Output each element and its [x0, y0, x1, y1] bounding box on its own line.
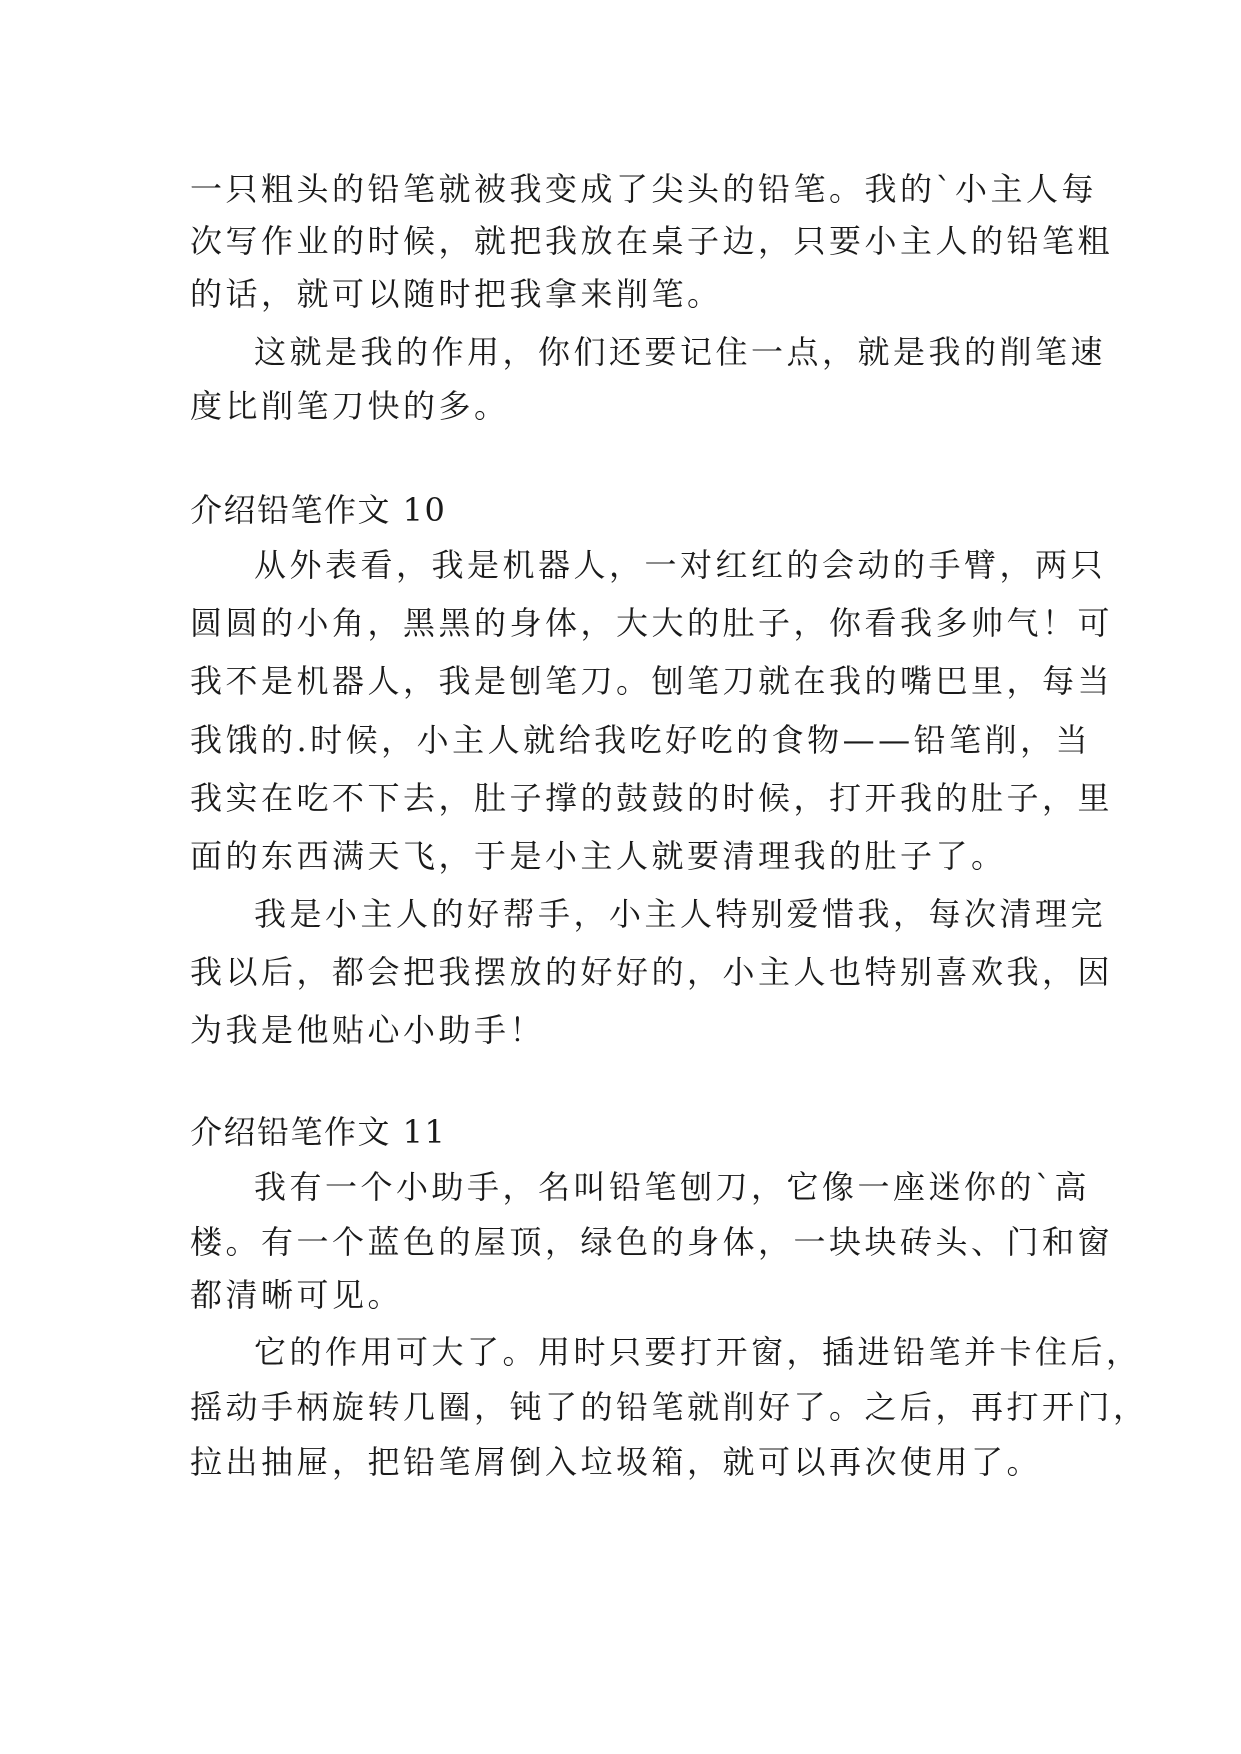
- text-line: 圆圆的小角，黑黑的身体，大大的肚子，你看我多帅气！可: [190, 604, 1114, 642]
- paragraph-start-line: 这就是我的作用，你们还要记住一点，就是我的削笔速: [254, 333, 1107, 371]
- text-line: 一只粗头的铅笔就被我变成了尖头的铅笔。我的`小主人每: [190, 170, 1098, 208]
- text-line: 我不是机器人，我是刨笔刀。刨笔刀就在我的嘴巴里，每当: [190, 662, 1114, 700]
- text-line: 为我是他贴心小助手！: [190, 1011, 546, 1049]
- text-line: 我以后，都会把我摆放的好好的，小主人也特别喜欢我，因: [190, 953, 1114, 991]
- text-line: 次写作业的时候，就把我放在桌子边，只要小主人的铅笔粗: [190, 222, 1114, 260]
- paragraph-start-line: 从外表看，我是机器人，一对红红的会动的手臂，两只: [254, 546, 1107, 584]
- text-line: 我实在吃不下去，肚子撑的鼓鼓的时候，打开我的肚子，里: [190, 779, 1114, 817]
- text-line: 都清晰可见。: [190, 1276, 404, 1314]
- paragraph-start-line: 我有一个小助手，名叫铅笔刨刀，它像一座迷你的`高: [254, 1168, 1091, 1206]
- text-line: 摇动手柄旋转几圈，钝了的铅笔就削好了。之后，再打开门，: [190, 1388, 1149, 1426]
- text-line: 楼。有一个蓝色的屋顶，绿色的身体，一块块砖头、门和窗: [190, 1223, 1114, 1261]
- section-heading: 介绍铅笔作文 10: [190, 491, 447, 529]
- paragraph-start-line: 我是小主人的好帮手，小主人特别爱惜我，每次清理完: [254, 895, 1107, 933]
- section-heading: 介绍铅笔作文 11: [190, 1113, 447, 1151]
- text-line: 拉出抽屉，把铅笔屑倒入垃圾箱，就可以再次使用了。: [190, 1443, 1043, 1481]
- text-line: 的话，就可以随时把我拿来削笔。: [190, 275, 723, 313]
- text-line: 面的东西满天飞，于是小主人就要清理我的肚子了。: [190, 837, 1007, 875]
- text-line: 度比削笔刀快的多。: [190, 387, 510, 425]
- paragraph-start-line: 它的作用可大了。用时只要打开窗，插进铅笔并卡住后，: [254, 1333, 1142, 1371]
- text-line: 我饿的.时候，小主人就给我吃好吃的食物——铅笔削，当: [190, 721, 1092, 759]
